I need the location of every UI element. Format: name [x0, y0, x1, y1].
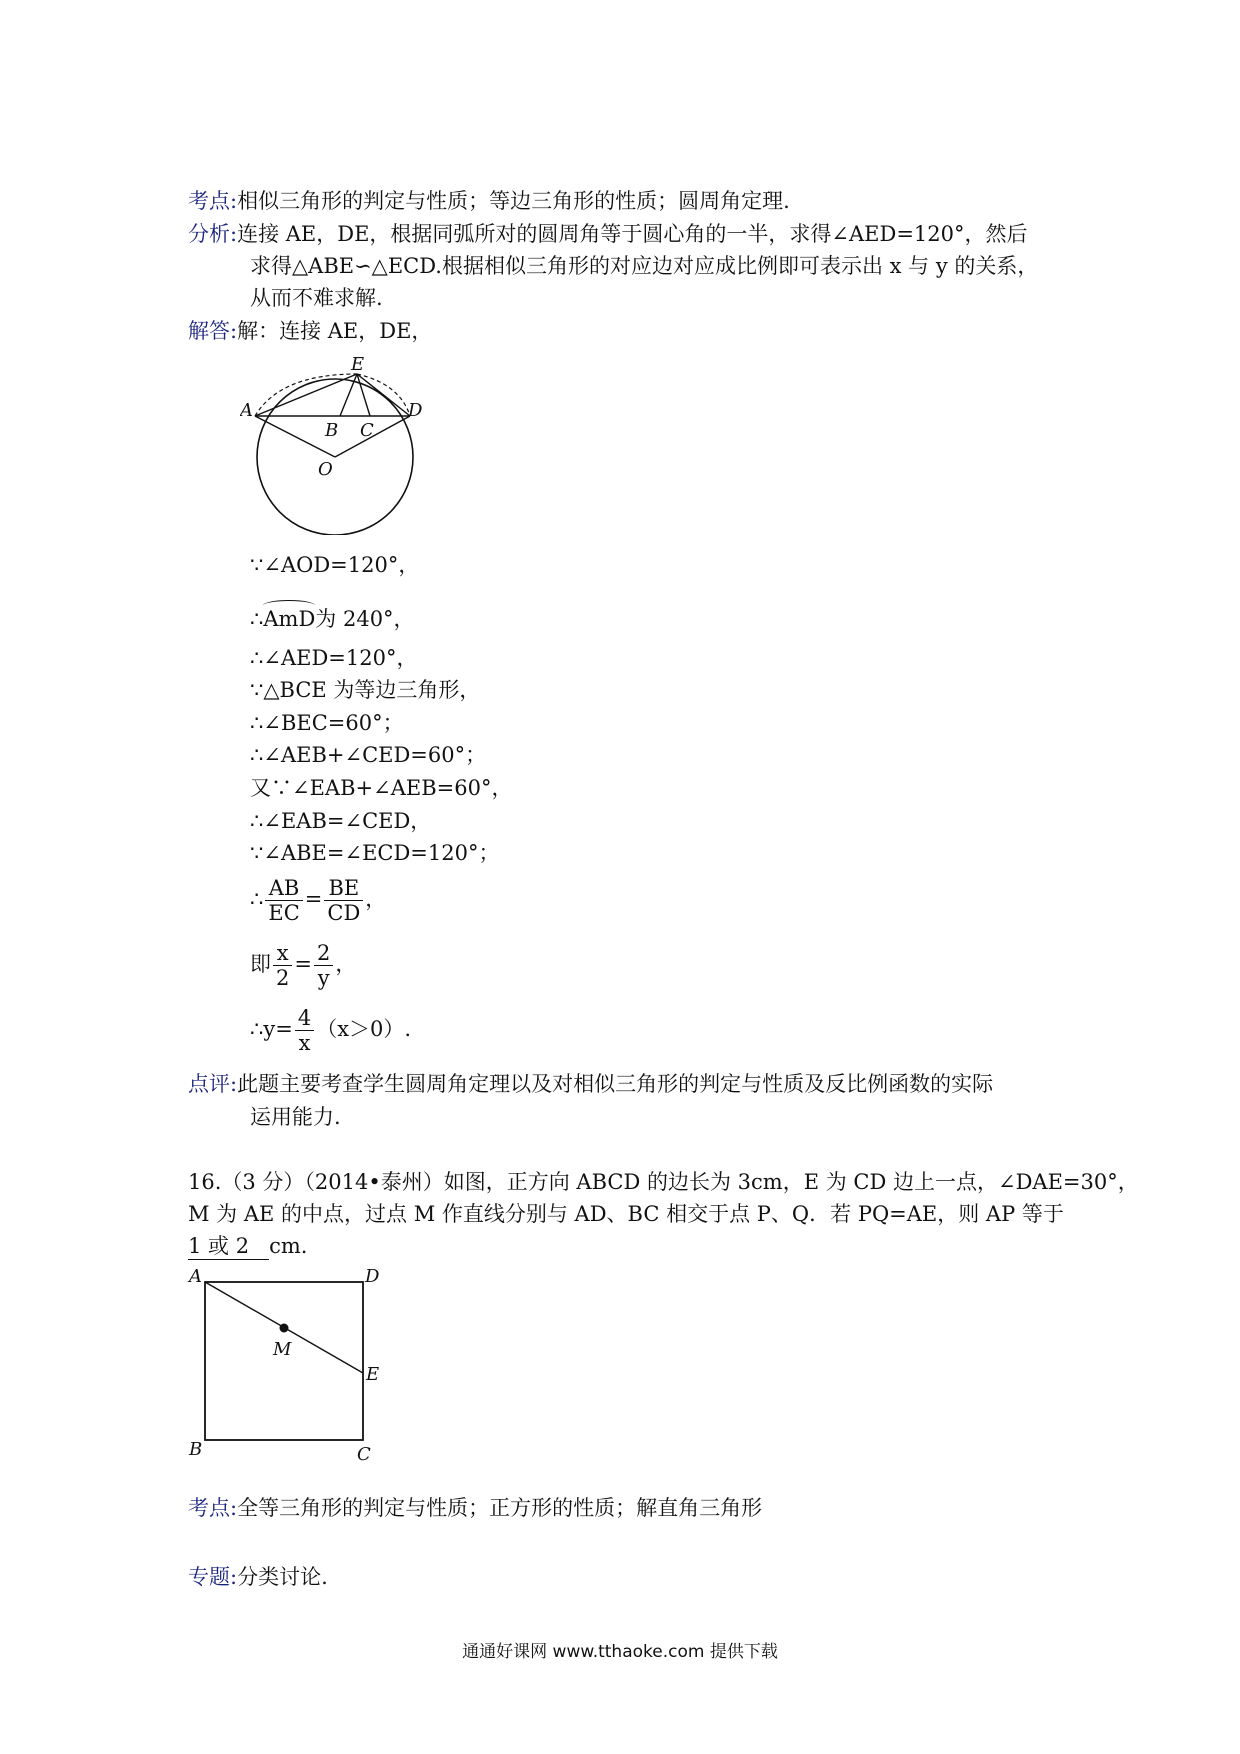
label-b: B [325, 420, 339, 441]
zhuanti-text: 分类讨论. [237, 1565, 328, 1589]
step-10-prefix: ∴ [250, 887, 264, 911]
footer-credit: 通通好课网 www.tthaoke.com 提供下载 [462, 1642, 778, 1662]
step-3: ∴∠AED=120°， [250, 646, 418, 670]
jieda-label: 解答: [188, 319, 238, 343]
fenxi-row-1 [188, 221, 1028, 247]
label-d: D [365, 1266, 380, 1287]
fraction-den: x [298, 1031, 311, 1055]
square-abcd [205, 1282, 363, 1440]
step-1: ∵∠AOD=120°， [250, 553, 420, 577]
step-2-suffix: 为 240°， [315, 607, 415, 631]
step-11 [250, 938, 356, 990]
fraction-num: BE [324, 876, 363, 901]
step-4: ∵△BCE 为等边三角形， [250, 678, 481, 702]
answer-blank: 1 或 2 [188, 1233, 269, 1260]
question-16-line-1: 16.（3 分）（2014•泰州）如图，正方向 ABCD 的边长为 3cm，E 为 CD 边上一点，∠DAE=30°， [188, 1170, 1139, 1194]
zhuanti-label: 专题: [188, 1565, 238, 1589]
label-o: O [318, 459, 333, 480]
fraction-num: x [273, 941, 292, 966]
dianping-line-1: 此题主要考查学生圆周角定理以及对相似三角形的判定与性质及反比例函数的实际 [237, 1072, 994, 1096]
fenxi-line-1: 连接 AE，DE，根据同弧所对的圆周角等于圆心角的一半，求得∠AED=120°，然后 [237, 222, 1028, 246]
label-a: A [189, 1266, 202, 1287]
step-12 [250, 1003, 411, 1055]
label-m: M [273, 1339, 292, 1360]
step-5: ∴∠BEC=60°； [250, 711, 404, 735]
label-c: C [357, 1444, 371, 1462]
label-d: D [408, 400, 423, 421]
fraction-den: 2 [276, 966, 290, 990]
fraction-num: 4 [295, 1006, 314, 1031]
step-6: ∴∠AEB+∠CED=60°； [250, 743, 487, 767]
step-11-prefix: 即 [250, 952, 271, 976]
kaodian-row-1 [188, 188, 790, 214]
kaodian-row-2 [188, 1495, 762, 1521]
dianping-row-1 [188, 1071, 993, 1097]
step-2 [250, 600, 415, 632]
fraction-den: CD [327, 901, 361, 925]
step-7: 又∵∠EAB+∠AEB=60°， [250, 776, 513, 800]
dianping-line-2: 运用能力. [250, 1105, 341, 1129]
label-a: A [240, 400, 253, 421]
label-b: B [189, 1439, 203, 1460]
square-figure [185, 1262, 390, 1462]
fraction-num: AB [265, 876, 302, 901]
jieda-row [188, 318, 432, 344]
equals-sign: = [304, 887, 323, 911]
jieda-text: 解：连接 AE，DE， [237, 319, 433, 343]
fraction-den: EC [268, 901, 300, 925]
step-12-suffix: （x＞0）. [316, 1017, 412, 1041]
fraction-num: 2 [314, 941, 333, 966]
step-12-prefix: ∴y= [250, 1017, 293, 1041]
step-8: ∴∠EAB=∠CED， [250, 809, 432, 833]
label-e: E [351, 354, 365, 375]
step-9: ∵∠ABE=∠ECD=120°； [250, 841, 500, 865]
kaodian-text: 相似三角形的判定与性质；等边三角形的性质；圆周角定理. [237, 189, 790, 213]
step-10 [250, 873, 386, 925]
fraction-ab-ec [265, 876, 302, 925]
segment-ec [357, 374, 370, 416]
fenxi-line-2: 求得△ABE∽△ECD.根据相似三角形的对应边对应成比例即可表示出 x 与 y 的关系， [250, 254, 1039, 278]
kaodian-label: 考点: [188, 1496, 238, 1520]
fraction-2-y [314, 941, 333, 990]
equals-sign: = [294, 952, 312, 976]
fenxi-line-3: 从而不难求解. [250, 286, 383, 310]
kaodian-text: 全等三角形的判定与性质；正方形的性质；解直角三角形 [237, 1496, 763, 1520]
fenxi-label: 分析: [188, 222, 238, 246]
label-e: E [366, 1364, 380, 1385]
step-2-prefix: ∴ [250, 607, 264, 631]
fraction-x-2 [273, 941, 292, 990]
segment-ed [357, 374, 410, 416]
unit-cm: cm. [269, 1234, 308, 1258]
segment-ao [255, 416, 335, 457]
step-11-suffix: ， [335, 952, 357, 976]
kaodian-label: 考点: [188, 189, 238, 213]
fraction-be-cd [324, 876, 363, 925]
label-c: C [360, 420, 374, 441]
fraction-den: y [317, 966, 330, 990]
question-16-line-3 [188, 1233, 307, 1260]
question-16-line-2: M 为 AE 的中点，过点 M 作直线分别与 AD、BC 相交于点 P、Q．若 PQ=AE，则 AP 等于 [188, 1202, 1064, 1226]
fraction-4-x [295, 1006, 314, 1055]
zhuanti-row [188, 1564, 328, 1590]
dianping-label: 点评: [188, 1072, 238, 1096]
point-m [280, 1324, 289, 1333]
step-10-suffix: ， [365, 887, 387, 911]
circle-figure [240, 350, 430, 535]
arc-amd: AmD [263, 600, 315, 632]
